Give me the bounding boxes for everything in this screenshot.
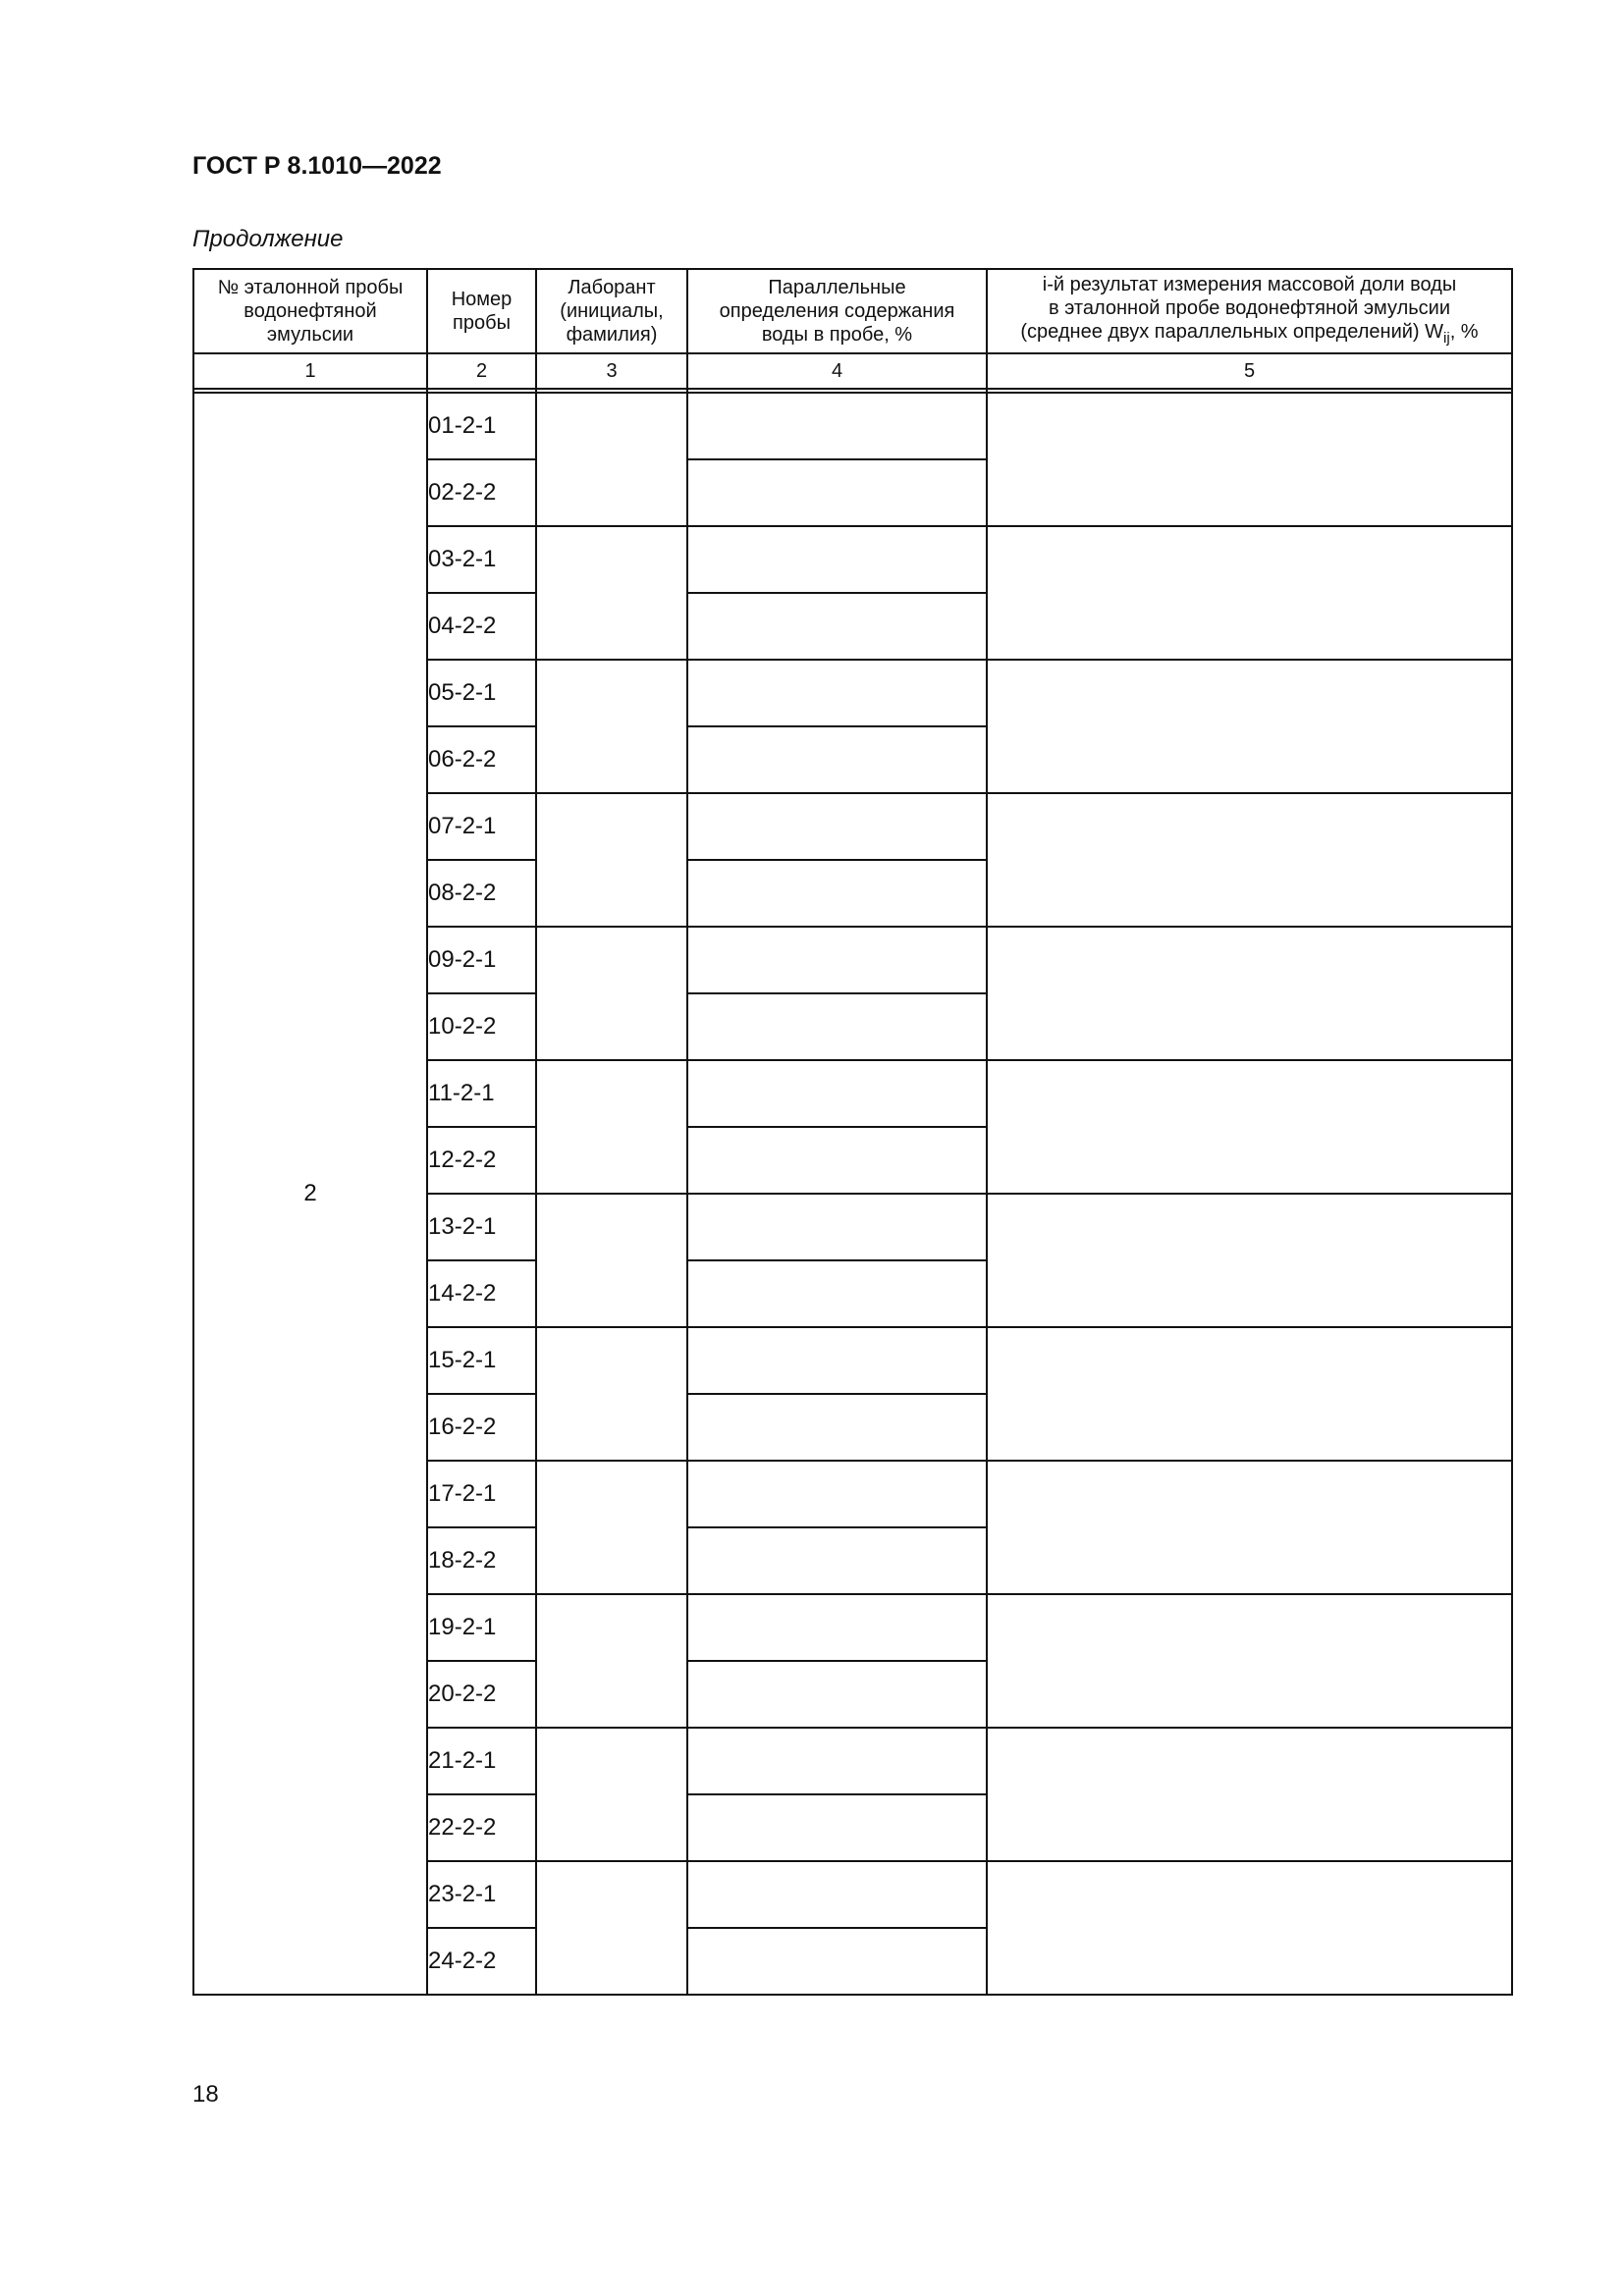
parallel-determination-cell[interactable]	[687, 1527, 987, 1594]
parallel-determination-cell[interactable]	[687, 660, 987, 726]
probe-number-cell: 18-2-2	[427, 1527, 536, 1594]
parallel-determination-cell[interactable]	[687, 1661, 987, 1728]
laboratory-assistant-cell[interactable]	[536, 1728, 687, 1861]
column-header-measurement-result: i-й результат измерения массовой доли воды в эталонной пробе водонефтяной эмульсии (среднее двух параллельных определений) $W_{ij}$, %	[987, 269, 1512, 353]
measurement-table	[192, 268, 1513, 1996]
measurement-result-cell[interactable]	[987, 1327, 1512, 1461]
parallel-determination-cell[interactable]	[687, 1594, 987, 1661]
laboratory-assistant-cell[interactable]	[536, 1861, 687, 1995]
probe-number-cell: 12-2-2	[427, 1127, 536, 1194]
probe-number-cell: 23-2-1	[427, 1861, 536, 1928]
column-header-sample-number: № эталонной пробы водонефтяной эмульсии	[193, 269, 427, 353]
parallel-determination-cell[interactable]	[687, 1327, 987, 1394]
probe-number-cell: 02-2-2	[427, 459, 536, 526]
column-header-probe-number: Номер пробы	[427, 269, 536, 353]
probe-number-cell: 13-2-1	[427, 1194, 536, 1260]
parallel-determination-cell[interactable]	[687, 793, 987, 860]
parallel-determination-cell[interactable]	[687, 993, 987, 1060]
probe-number-cell: 08-2-2	[427, 860, 536, 927]
document-title: ГОСТ Р 8.1010—2022	[192, 152, 442, 180]
column-number-row	[193, 353, 1512, 389]
parallel-determination-cell[interactable]	[687, 1060, 987, 1127]
measurement-result-cell[interactable]	[987, 1861, 1512, 1995]
reference-sample-number-cell: 2	[193, 393, 427, 1995]
parallel-determination-cell[interactable]	[687, 459, 987, 526]
probe-number-cell: 16-2-2	[427, 1394, 536, 1461]
continuation-label: Продолжение	[192, 226, 344, 252]
column-number: 2	[427, 353, 536, 389]
probe-number-cell: 10-2-2	[427, 993, 536, 1060]
probe-number-cell: 09-2-1	[427, 927, 536, 993]
laboratory-assistant-cell[interactable]	[536, 1327, 687, 1461]
measurement-result-cell[interactable]	[987, 1728, 1512, 1861]
parallel-determination-cell[interactable]	[687, 1127, 987, 1194]
laboratory-assistant-cell[interactable]	[536, 526, 687, 660]
measurement-result-cell[interactable]	[987, 393, 1512, 526]
probe-number-cell: 06-2-2	[427, 726, 536, 793]
measurement-result-cell[interactable]	[987, 1594, 1512, 1728]
laboratory-assistant-cell[interactable]	[536, 1060, 687, 1194]
parallel-determination-cell[interactable]	[687, 927, 987, 993]
measurement-result-cell[interactable]	[987, 1194, 1512, 1327]
parallel-determination-cell[interactable]	[687, 593, 987, 660]
probe-number-cell: 04-2-2	[427, 593, 536, 660]
parallel-determination-cell[interactable]	[687, 393, 987, 459]
parallel-determination-cell[interactable]	[687, 860, 987, 927]
parallel-determination-cell[interactable]	[687, 1394, 987, 1461]
parallel-determination-cell[interactable]	[687, 1794, 987, 1861]
probe-number-cell: 24-2-2	[427, 1928, 536, 1995]
parallel-determination-cell[interactable]	[687, 526, 987, 593]
laboratory-assistant-cell[interactable]	[536, 393, 687, 526]
measurement-result-cell[interactable]	[987, 1461, 1512, 1594]
probe-number-cell: 07-2-1	[427, 793, 536, 860]
table-row	[193, 393, 1512, 459]
laboratory-assistant-cell[interactable]	[536, 1594, 687, 1728]
measurement-result-cell[interactable]	[987, 793, 1512, 927]
probe-number-cell: 19-2-1	[427, 1594, 536, 1661]
column-header-laboratory-assistant: Лаборант (инициалы, фамилия)	[536, 269, 687, 353]
measurement-result-cell[interactable]	[987, 660, 1512, 793]
probe-number-cell: 14-2-2	[427, 1260, 536, 1327]
parallel-determination-cell[interactable]	[687, 1728, 987, 1794]
probe-number-cell: 17-2-1	[427, 1461, 536, 1527]
laboratory-assistant-cell[interactable]	[536, 793, 687, 927]
laboratory-assistant-cell[interactable]	[536, 1194, 687, 1327]
parallel-determination-cell[interactable]	[687, 1194, 987, 1260]
probe-number-cell: 15-2-1	[427, 1327, 536, 1394]
probe-number-cell: 20-2-2	[427, 1661, 536, 1728]
column-number: 3	[536, 353, 687, 389]
measurement-result-cell[interactable]	[987, 526, 1512, 660]
column-number: 5	[987, 353, 1512, 389]
parallel-determination-cell[interactable]	[687, 1861, 987, 1928]
page-number: 18	[192, 2081, 219, 2108]
column-header-parallel-determinations: Параллельные определения содержания воды в пробе, %	[687, 269, 987, 353]
parallel-determination-cell[interactable]	[687, 1928, 987, 1995]
probe-number-cell: 01-2-1	[427, 393, 536, 459]
probe-number-cell: 11-2-1	[427, 1060, 536, 1127]
laboratory-assistant-cell[interactable]	[536, 927, 687, 1060]
probe-number-cell: 21-2-1	[427, 1728, 536, 1794]
measurement-result-cell[interactable]	[987, 1060, 1512, 1194]
probe-number-cell: 03-2-1	[427, 526, 536, 593]
parallel-determination-cell[interactable]	[687, 1461, 987, 1527]
probe-number-cell: 22-2-2	[427, 1794, 536, 1861]
column-number: 4	[687, 353, 987, 389]
parallel-determination-cell[interactable]	[687, 1260, 987, 1327]
probe-number-cell: 05-2-1	[427, 660, 536, 726]
laboratory-assistant-cell[interactable]	[536, 660, 687, 793]
column-number: 1	[193, 353, 427, 389]
table-body	[193, 393, 1512, 1995]
laboratory-assistant-cell[interactable]	[536, 1461, 687, 1594]
parallel-determination-cell[interactable]	[687, 726, 987, 793]
measurement-result-cell[interactable]	[987, 927, 1512, 1060]
header-row	[193, 269, 1512, 353]
